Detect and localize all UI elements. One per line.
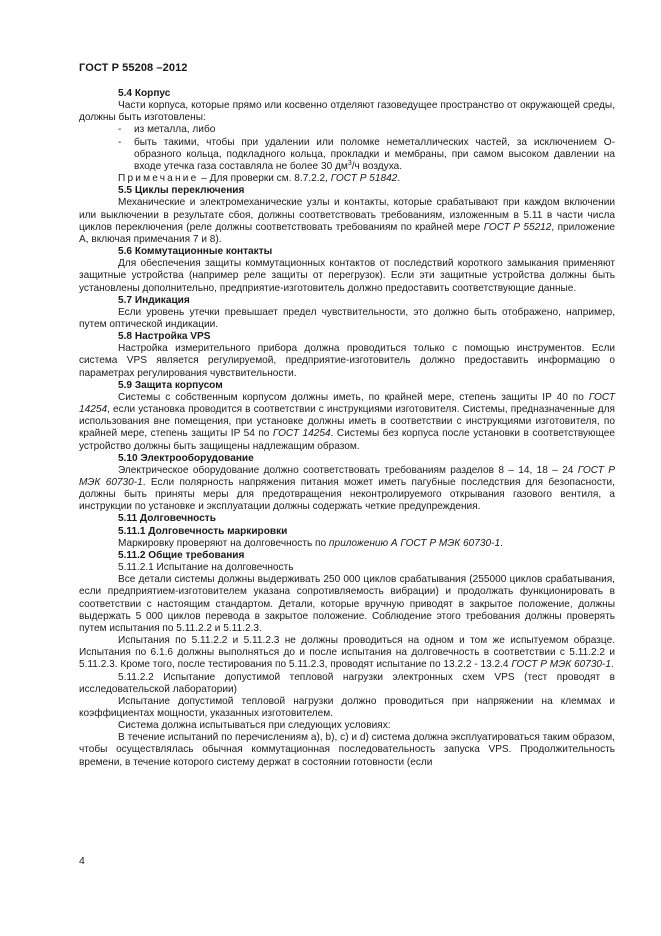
- superscript: 3: [347, 159, 352, 167]
- section-5-11-2-heading: 5.11.2 Общие требования: [118, 549, 245, 561]
- test-order-paragraph: Испытания по 5.11.2.2 и 5.11.2.3 не должны проводиться на одном и том же испытуемом образце. Испытания по 6.1.6 должны выполняться до и после испытания на долговечность в соответствии с 5.11.2.2 и 5.11.2.3. Кроме того, после тестирования по 5.11.2.3, проводят испытание по 13.2.2 - 13.2.4 ГОСТ Р МЭК 60730-1.: [79, 635, 615, 671]
- standard-reference: ГОСТ 14254: [79, 391, 615, 416]
- standard-reference: ГОСТ Р МЭК 60730-1: [79, 464, 615, 488]
- document-body: [79, 88, 615, 769]
- section-5-4-note: Примечание – Для проверки см. 8.7.2.2, ГОСТ Р 51842.: [118, 173, 401, 185]
- standard-reference: ГОСТ Р 55212: [483, 221, 552, 233]
- durability-paragraph: Все детали системы должны выдерживать 250 000 циклов срабатывания (255000 циклов срабатывания, если предприятием-изготовителем указана сопротивляемость вибрации) и продолжать функционировать в соответствии с настоящим стандартом. Детали, которые вручную приводят в закрытое положение, должны выдержать 5 000 циклов перевода в закрытое положение. Соблюдение этого требования должны проверять путем испытания по 5.11.2.2 и 5.11.2.3.: [79, 574, 615, 634]
- section-5-7-paragraph: Если уровень утечки превышает предел чувствительности, это должно быть отображено, например, путем оптической индикации.: [79, 306, 615, 330]
- thermal-load-paragraph: Испытание допустимой тепловой нагрузки должно проводиться при напряжении на клеммах и коэффициентах мощности, указанных изготовителем.: [79, 695, 615, 719]
- section-5-9-heading: 5.9 Защита корпусом: [118, 379, 223, 391]
- document-header: ГОСТ Р 55208 –2012: [79, 62, 188, 74]
- section-5-10-paragraph: Электрическое оборудование должно соответствовать требованиям разделов 8 – 14, 18 – 24 ГОСТ Р МЭК 60730-1. Если полярность напряжения питания может иметь пагубные последствия для безопасности, должны быть приняты меры для предотвращения неконтролируемого открывания газового вентиля, а инструкции по установке и эксплуатации должны содержать четкие предупреждения.: [79, 464, 615, 513]
- test-conditions-paragraph: Система должна испытываться при следующих условиях:: [118, 720, 391, 732]
- section-5-5-paragraph: Механические и электромеханические узлы и контакты, которые срабатывают при каждом включении или выключении в результате сбоя, должны соответствовать требованиям, изложенным в 5.11 в части числа циклов переключения (реле должны соответствовать требованиям по крайней мере ГОСТ Р 55212, приложение А, включая примечания 7 и 8).: [79, 197, 615, 245]
- section-5-4-list-item-2: - быть такими, чтобы при удалении или поломке неметаллических частей, за исключением О-образного кольца, подкладного кольца, прокладки и мембраны, при самом высоком давлении на входе утечка газа составляла не более 30 $дм^3/ч$ воздуха.: [118, 136, 615, 172]
- standard-reference: приложению А ГОСТ Р МЭК 60730-1: [328, 537, 501, 549]
- note-label: Примечание: [118, 173, 199, 185]
- test-sequence-paragraph: В течение испытаний по перечислениям a), b), c) и d) система должна эксплуатироваться таким образом, чтобы осуществлялась обычная коммутационная последовательность запуска VPS. Продолжительность времени, в течение которого систему держат в состоянии готовности (если: [79, 732, 615, 768]
- section-5-6-paragraph: Для обеспечения защиты коммутационных контактов от последствий короткого замыкания применяют защитные устройства (например реле защиты от перегрузок). Если эти защитные устройства должны быть установлены дополнительно, предприятие-изготовитель должно предоставить соответствующие данные.: [79, 258, 615, 294]
- section-5-5-heading: 5.5 Циклы переключения: [118, 185, 245, 197]
- section-5-11-1-paragraph: Маркировку проверяют на долговечность по приложению А ГОСТ Р МЭК 60730-1.: [118, 537, 503, 549]
- page-number: 4: [79, 855, 85, 867]
- section-5-6-heading: 5.6 Коммутационные контакты: [118, 246, 273, 258]
- section-5-4-heading: 5.4 Корпус: [118, 88, 171, 99]
- section-5-11-2-2-heading: 5.11.2.2 Испытание допустимой тепловой нагрузки электронных схем VPS (тест проводят в исследовательской лаборатории): [79, 671, 615, 695]
- section-5-8-heading: 5.8 Настройка VPS: [118, 331, 211, 343]
- section-5-7-heading: 5.7 Индикация: [118, 294, 190, 306]
- section-5-4-list-item-1: - из металла, либо: [118, 124, 216, 136]
- standard-reference: ГОСТ Р МЭК 60730-1: [511, 659, 612, 671]
- section-5-11-heading: 5.11 Долговечность: [118, 513, 216, 525]
- standard-reference: ГОСТ 14254: [272, 428, 331, 440]
- section-5-8-paragraph: Настройка измерительного прибора должна проводиться только с помощью инструментов. Если система VPS является регулируемой, предприятие-изготовитель должно предоставить информацию о параметрах регулирования чувствительности.: [79, 343, 615, 379]
- section-5-11-1-heading: 5.11.1 Долговечность маркировки: [118, 525, 288, 537]
- section-5-9-paragraph: Системы с собственным корпусом должны иметь, по крайней мере, степень защиты IP 40 по ГОСТ 14254, если установка проводится в соответствии с инструкциями изготовителя. Системы, предназначенные для использования вне помещения, при установке должны иметь в соответствии с инструкциями изготовителя, по крайней мере, степень защиты IP 54 по ГОСТ 14254. Системы без корпуса после установки в соответствующее устройство должны быть защищены надлежащим образом.: [79, 391, 615, 452]
- section-5-4-paragraph: Части корпуса, которые прямо или косвенно отделяют газоведущее пространство от окружающей среды, должны быть изготовлены:: [79, 100, 615, 124]
- standard-reference: ГОСТ Р 51842: [330, 173, 398, 185]
- section-5-11-2-1-heading: 5.11.2.1 Испытание на долговечность: [118, 562, 294, 574]
- section-5-10-heading: 5.10 Электрооборудование: [118, 452, 254, 464]
